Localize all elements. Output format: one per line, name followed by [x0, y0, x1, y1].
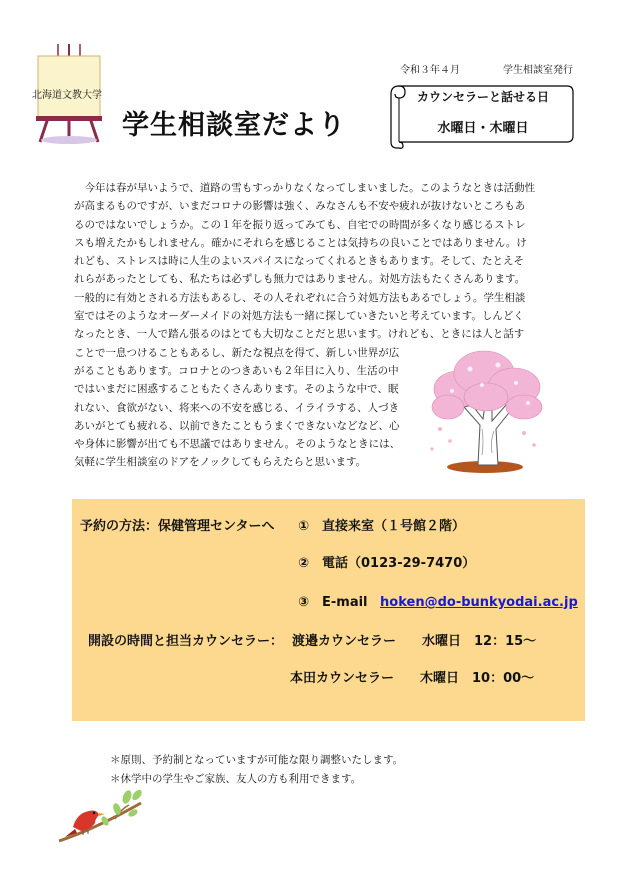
university-name: 北海道文教大学: [32, 90, 102, 101]
body-line: るのではないでしょうか。この１年を振り返ってみても、自宅での時間が多くなり感じるストレ: [74, 218, 526, 231]
body-line: れども、ストレスは時に人生のよいスパイスになってくれるときもあります。そして、たとえそ: [74, 255, 525, 268]
publisher: 学生相談室発行: [503, 65, 573, 76]
issue-date: 令和３年４月: [400, 65, 460, 76]
counselor-days-heading: カウンセラーと話せる日: [416, 90, 549, 104]
reservation-option-email: [298, 591, 578, 610]
body-line: 一般的に有効とされる方法もあるし、その人それぞれに合う対処方法もあるでしょう。学生相談: [74, 291, 526, 304]
body-line: が高まるものですが、いまだコロナの影響は強く、みなさんも不安や疲れが抜けないところもあ: [74, 200, 526, 213]
body-line: がることもあります。コロナとのつきあいも２年目に入り、生活の中: [74, 364, 399, 377]
reservation-option-phone: ② 電話（0123-29-7470）: [298, 556, 476, 571]
body-line: スも増えたかもしれません。確かにそれらを感じることは気持ちの良いことではありません。け: [74, 236, 527, 249]
body-line: 気軽に学生相談室のドアをノックしてもらえたらと思います。: [74, 456, 367, 469]
body-line: や身体に影響が出ても不思議ではありません。そのようなときには、: [74, 438, 401, 451]
reservation-label: 予約の方法：保健管理センターへ: [80, 519, 275, 534]
body-line: ことで一息つけることもあるし、新たな視点を得て、新しい世界が広: [74, 346, 400, 359]
body-line: 今年は春が早いようで、道路の雪もすっかりなくなってしまいました。このようなときは活動性: [74, 182, 536, 194]
body-line: 室ではそのようなオーダーメイドの対処方法も一緒に探していきたいと考えています。しんどく: [74, 310, 524, 323]
body-line: あいがとても疲れる、以前できたこともうまくできないなどなど、心: [74, 419, 400, 432]
cherry-tree-illustration: [420, 345, 550, 475]
note-1: ＊原則、予約制となっていますが可能な限り調整いたします。: [110, 754, 404, 766]
body-line: なったとき、一人で踏ん張るのはとても大切なことだと思います。けれども、ときには人と話す: [74, 328, 525, 341]
body-line: ではいまだに困惑することもたくさんあります。そのような中で、眠: [74, 383, 399, 396]
body-line: れらがあったとしても、私たちは必ずしも無力ではありません。対処方法もたくさんあります。: [74, 273, 526, 286]
schedule-counselor-2: 本田カウンセラー 木曜日 10：00～: [290, 671, 535, 686]
note-2: ＊休学中の学生やご家族、友人の方も利用できます。: [110, 773, 362, 785]
schedule-label: 開設の時間と担当カウンセラー：: [88, 634, 284, 649]
counselor-days: 水曜日・木曜日: [437, 121, 529, 136]
page-title: 学生相談室だより: [122, 110, 346, 141]
body-line: れない、食欲がない、将来への不安を感じる、イライラする、人づき: [74, 401, 400, 414]
email-label: ③ E-mail: [298, 595, 368, 610]
bird-on-branch-illustration: [55, 785, 145, 850]
email-link[interactable]: hoken@do-bunkyodai.ac.jp: [380, 595, 578, 610]
reservation-option-visit: ① 直接来室（１号館２階）: [298, 519, 466, 534]
schedule-counselor-1: 渡邉カウンセラー 水曜日 12：15～: [292, 634, 537, 649]
